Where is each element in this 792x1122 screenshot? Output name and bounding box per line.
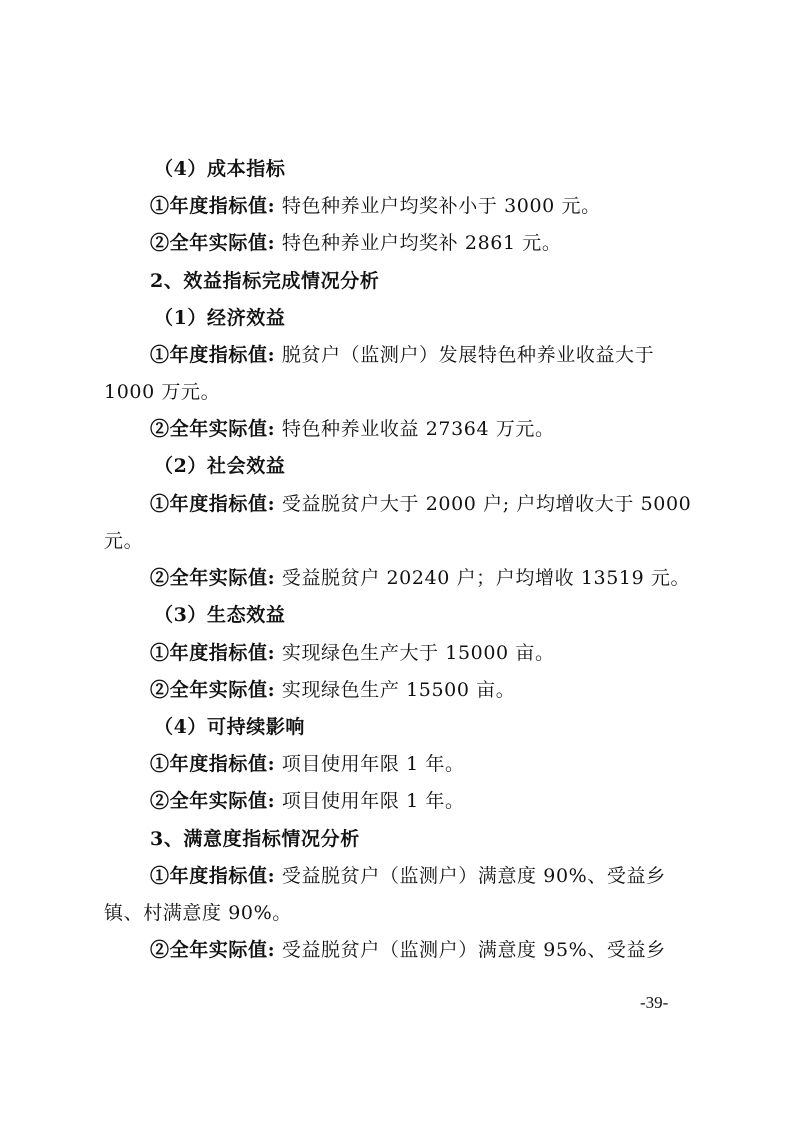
line-text: 实现绿色生产 15500 亩。 <box>275 679 516 701</box>
paragraph-line <box>150 491 691 517</box>
paragraph-line <box>150 937 666 963</box>
page-number: -39- <box>640 993 669 1012</box>
line-text: 特色种养业户均奖补小于 3000 元。 <box>275 195 601 217</box>
line-text: 项目使用年限 1 年。 <box>275 790 465 812</box>
line-bold: ②全年实际值: <box>150 418 276 440</box>
paragraph-line <box>150 863 666 889</box>
paragraph-line <box>150 230 562 256</box>
line-bold: （1）经济效益 <box>154 307 286 329</box>
paragraph-line-continuation <box>104 379 220 405</box>
line-text: 受益脱贫户（监测户）满意度 90%、受益乡 <box>275 865 666 887</box>
line-text: 特色种养业收益 27364 万元。 <box>275 418 555 440</box>
line-bold: 3、满意度指标情况分析 <box>150 828 360 850</box>
paragraph-line <box>150 565 690 591</box>
section-heading-satisfaction-analysis <box>150 826 360 852</box>
line-bold: （2）社会效益 <box>154 455 286 477</box>
paragraph-line <box>150 640 555 666</box>
line-text: 受益脱贫户大于 2000 户; 户均增收大于 5000 <box>275 493 692 515</box>
paragraph-line-continuation <box>104 528 143 554</box>
line-text: 受益脱贫户（监测户）满意度 95%、受益乡 <box>275 939 666 961</box>
line-bold: （4）可持续影响 <box>154 716 306 738</box>
line-text: 特色种养业户均奖补 2861 元。 <box>275 232 562 254</box>
paragraph-line <box>150 677 515 703</box>
line-bold: ①年度指标值: <box>150 344 276 366</box>
line-text: 项目使用年限 1 年。 <box>275 753 465 775</box>
line-bold: ②全年实际值: <box>150 232 276 254</box>
line-text: 实现绿色生产大于 15000 亩。 <box>275 642 555 664</box>
line-text: 脱贫户（监测户）发展特色种养业收益大于 <box>275 344 655 366</box>
line-bold: ①年度指标值: <box>150 642 276 664</box>
section-heading-social-benefit <box>154 453 285 479</box>
section-heading-cost-indicator <box>154 156 285 182</box>
line-bold: ②全年实际值: <box>150 567 276 589</box>
line-bold: ①年度指标值: <box>150 865 276 887</box>
paragraph-line <box>150 751 465 777</box>
paragraph-line <box>150 788 465 814</box>
section-heading-sustainability <box>154 714 305 740</box>
paragraph-line <box>150 416 555 442</box>
line-bold: （3）生态效益 <box>154 604 286 626</box>
section-heading-ecological-benefit <box>154 602 285 628</box>
paragraph-line-continuation <box>104 900 292 926</box>
line-text: 受益脱贫户 20240 户；户均增收 13519 元。 <box>275 567 691 589</box>
line-bold: 2、效益指标完成情况分析 <box>150 270 380 292</box>
paragraph-line <box>150 342 654 368</box>
line-bold: （4）成本指标 <box>154 158 286 180</box>
line-bold: ②全年实际值: <box>150 939 276 961</box>
section-heading-economic-benefit <box>154 305 285 331</box>
line-text: 1000 万元。 <box>104 381 221 403</box>
line-bold: ①年度指标值: <box>150 195 276 217</box>
line-bold: ②全年实际值: <box>150 679 276 701</box>
line-text: 镇、村满意度 90%。 <box>104 902 292 924</box>
line-bold: ①年度指标值: <box>150 493 276 515</box>
line-bold: ②全年实际值: <box>150 790 276 812</box>
section-heading-benefit-analysis <box>150 268 379 294</box>
line-bold: ①年度指标值: <box>150 753 276 775</box>
line-text: 元。 <box>104 530 144 552</box>
paragraph-line <box>150 193 601 219</box>
